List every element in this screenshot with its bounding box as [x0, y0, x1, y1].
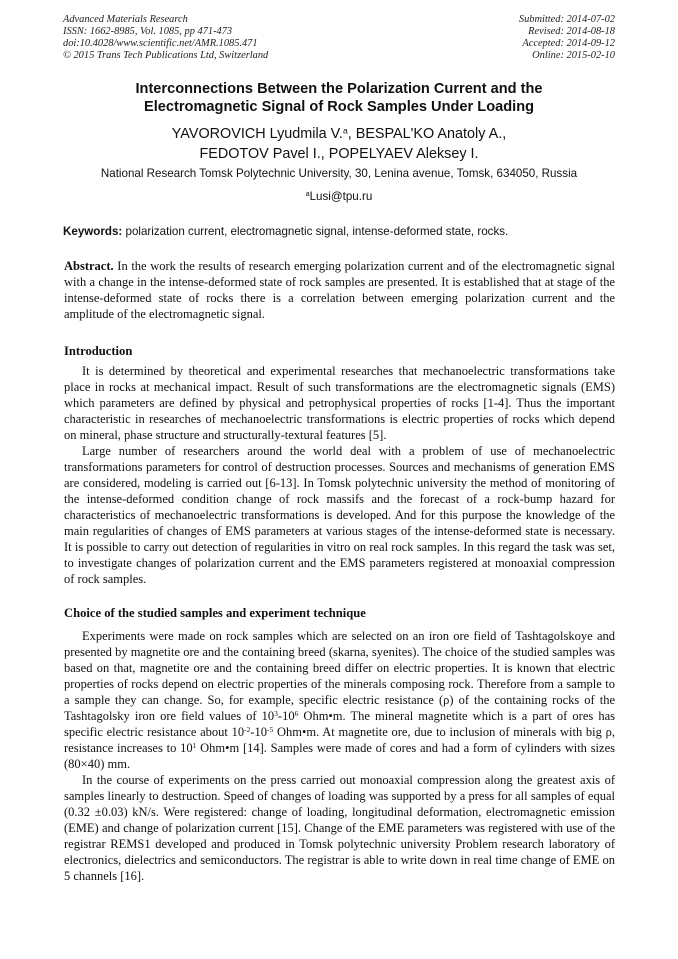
choice-body [64, 628, 615, 884]
email-address[interactable]: Lusi@tpu.ru [309, 190, 373, 203]
introduction-body [64, 363, 615, 587]
abstract-label: Abstract. [64, 259, 114, 273]
online-date: Online: 2015-02-10 [532, 50, 615, 61]
section-heading-introduction: Introduction [64, 344, 133, 358]
paper-title [60, 80, 618, 116]
author-second: , BESPAL'KO Anatoly A., [347, 126, 507, 142]
journal-info [63, 14, 268, 62]
journal-name: Advanced Materials Research [63, 14, 188, 25]
journal-copyright: © 2015 Trans Tech Publications Ltd, Switzerland [63, 50, 269, 61]
abstract-text: In the work the results of research emerging polarization current and of the electromagnetic signal with a change in the intense-deformed state of rock samples are presented. It is established that at stage of the intense-deformed state of rocks there is a correlation between emerging polarization current and the amplitude of the electromagnetic signal. [64, 259, 615, 321]
author-first: YAVOROVICH Lyudmila V. [171, 126, 343, 142]
title-line-1: Interconnections Between the Polarization Current and the [135, 81, 543, 97]
email-line [60, 190, 618, 204]
author-list [60, 124, 618, 164]
keywords [63, 224, 623, 239]
keywords-text: polarization current, electromagnetic signal, intense-deformed state, rocks. [122, 225, 509, 238]
email-mark: a [305, 191, 310, 199]
abstract [64, 258, 615, 322]
introduction-paragraph-2: Large number of researchers around the world deal with a problem of use of mechanoelectric transformations parameters for control of destruction processes. Sources and mechanisms of generation EMS are considered, modeling is carried out [6-13]. In Tomsk polytechnic university the method of monitoring of the intense-deformed condition change of rock massifs and the forecast of a rock-bump hazard for characteristics of mechanoelectric transformations is developed. And for this purpose the knowledge of the main regularities of changes of EMS parameters at various stages of the intense-deformed state is necessary. It is possible to carry out detection of regularities in vitro on real rock samples. In this regard the task was set, to investigate changes of polarization current and the EMS parameters registered at monoaxial compression of rock samples. [64, 444, 615, 586]
affiliation: National Research Tomsk Polytechnic University, 30, Lenina avenue, Tomsk, 634050, Russia [100, 167, 578, 180]
introduction-paragraph-1: It is determined by theoretical and experimental researches that mechanoelectric transformations take place in rocks at mechanical impact. Result of such transformations are the electromagnetic signals (EMS) which parameters are defined by physical and petrophysical properties of rocks [1-4]. Thus the important characteristic in researches of mechanoelectric transformations is electric properties of rocks which depend on mineral, phase structure and structurally-textural features [5]. [64, 364, 615, 442]
authors-line-2: FEDOTOV Pavel I., POPELYAEV Aleksey I. [199, 146, 479, 162]
journal-issn: ISSN: 1662-8985, Vol. 1085, pp 471-473 [63, 26, 233, 37]
authors-line-1 [60, 124, 618, 144]
keywords-label: Keywords: [63, 225, 123, 238]
journal-doi[interactable]: doi:10.4028/www.scientific.net/AMR.1085.471 [63, 38, 258, 49]
choice-paragraph-2: In the course of experiments on the press carried out monoaxial compression along the greatest axis of samples linearly to destruction. Speed of changes of loading was supported by a press for all samples of equal (0.32 ±0.03) kN/s. Were registered: change of loading, longitudinal deformation, electromagnetic emission (EME) and change of polarization current [15]. Change of the EME parameters was registered with use of the registrar REMS1 developed and produced in Tomsk polytechnic university Problem research laboratory of electronics, dielectrics and semiconductors. The registrar is able to write down in real time change of EME on 5 channels [16]. [64, 773, 615, 883]
dates-info [519, 14, 615, 62]
section-heading-choice: Choice of the studied samples and experiment technique [64, 606, 366, 620]
choice-paragraph-1: Experiments were made on rock samples which are selected on an iron ore field of Tashtagolskoye and presented by magnetite ore and the containing breed (skarna, syenites). The choice of the studied samples was based on that, magnetite ore and the containing breed differ on electric properties. It is known that electric properties of rocks depend on electric properties of the minerals composing rock. Therefore from a sample to a sample they can change. So, for example, specific electric resistance (ρ) of the containing rocks of the Tashtagolsky iron ore field values of $10^3-10^6$ Ohm•m. The mineral magnetite which is a part of ores has specific electric resistance about $10^{-2}-10^{-5}$ Ohm•m. At magnetite ore, due to inclusion of minerals with big ρ, resistance increases to $10^1$ Ohm•m [14]. Samples were made of cores and had a form of cylinders with sizes (80×40) mm. [64, 629, 615, 771]
accepted-date: Accepted: 2014-09-12 [522, 38, 615, 49]
submitted-date: Submitted: 2014-07-02 [518, 14, 615, 25]
title-line-2: Electromagnetic Signal of Rock Samples Under Loading [143, 99, 535, 115]
revised-date: Revised: 2014-08-18 [528, 26, 615, 37]
author-affiliation-mark: a [342, 125, 348, 136]
